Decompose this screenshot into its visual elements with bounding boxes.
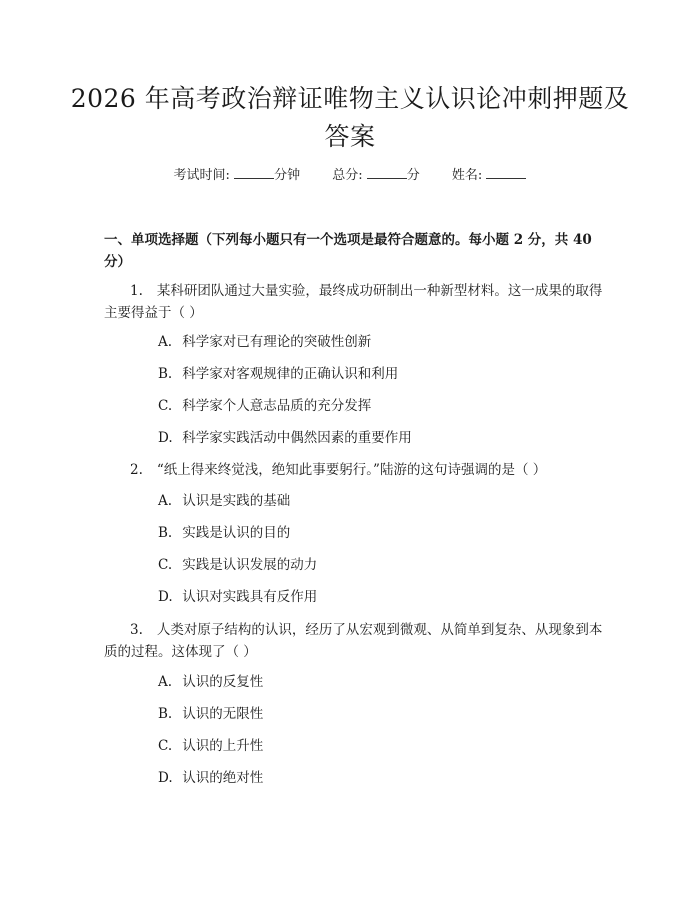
option-item <box>158 396 598 416</box>
exam-time-field <box>174 168 305 183</box>
exam-info-line <box>0 166 700 186</box>
option-letter: A. <box>158 334 173 350</box>
total-score-blank <box>367 166 407 179</box>
option-text: 科学家对客观规律的正确认识和利用 <box>182 366 399 382</box>
question-stem: “纸上得来终觉浅，绝知此事要躬行。”陆游的这句诗强调的是（ ） <box>156 462 547 478</box>
option-letter: C. <box>158 738 173 754</box>
option-text: 科学家个人意志品质的充分发挥 <box>182 398 372 414</box>
total-score-label: 总分: <box>332 168 363 183</box>
option-item <box>158 704 598 724</box>
exam-time-blank <box>234 166 274 179</box>
option-text: 实践是认识的目的 <box>182 525 291 541</box>
section-header: 一、单项选择题（下列每小题只有一个选项是最符合题意的。每小题 2 分，共 40 分） <box>104 232 592 270</box>
option-letter: B. <box>158 525 173 541</box>
option-item <box>158 768 598 788</box>
option-item <box>158 428 598 448</box>
option-item <box>158 523 598 543</box>
exam-time-label: 考试时间: <box>173 168 230 183</box>
question-2 <box>104 459 604 481</box>
question-number: 1. <box>130 283 143 299</box>
question-stem: 人类对原子结构的认识，经历了从宏观到微观、从简单到复杂、从现象到本质的过程。这体现了（ ） <box>104 622 603 660</box>
name-field <box>452 168 527 183</box>
option-letter: C. <box>158 398 173 414</box>
option-item <box>158 736 598 756</box>
option-letter: D. <box>158 430 173 446</box>
exam-time-unit: 分钟 <box>274 168 301 183</box>
question-3 <box>104 619 604 663</box>
option-letter: D. <box>158 770 173 786</box>
question-number: 2. <box>130 462 143 478</box>
question-1 <box>104 280 604 324</box>
option-item <box>158 672 598 692</box>
option-text: 科学家实践活动中偶然因素的重要作用 <box>182 430 412 446</box>
question-stem: 某科研团队通过大量实验，最终成功研制出一种新型材料。这一成果的取得主要得益于（ ） <box>104 283 603 321</box>
document-title: 2026 年高考政治辩证唯物主义认识论冲刺押题及答案 <box>70 84 630 151</box>
option-letter: D. <box>158 589 173 605</box>
option-letter: A. <box>158 493 173 509</box>
option-letter: B. <box>158 706 173 722</box>
option-item <box>158 587 598 607</box>
option-letter: A. <box>158 674 173 690</box>
option-text: 实践是认识发展的动力 <box>182 557 318 573</box>
option-item <box>158 491 598 511</box>
option-text: 认识的无限性 <box>182 706 264 722</box>
name-blank <box>486 166 526 179</box>
total-score-unit: 分 <box>406 168 420 183</box>
option-text: 认识对实践具有反作用 <box>182 589 318 605</box>
option-text: 认识的反复性 <box>182 674 264 690</box>
option-text: 认识是实践的基础 <box>182 493 291 509</box>
option-text: 认识的上升性 <box>182 738 264 754</box>
option-item <box>158 555 598 575</box>
option-item <box>158 364 598 384</box>
option-letter: B. <box>158 366 173 382</box>
total-score-field <box>332 168 424 183</box>
option-text: 科学家对已有理论的突破性创新 <box>182 334 372 350</box>
option-text: 认识的绝对性 <box>182 770 264 786</box>
question-number: 3. <box>130 622 143 638</box>
name-label: 姓名: <box>451 168 483 183</box>
option-letter: C. <box>158 557 173 573</box>
option-item <box>158 332 598 352</box>
